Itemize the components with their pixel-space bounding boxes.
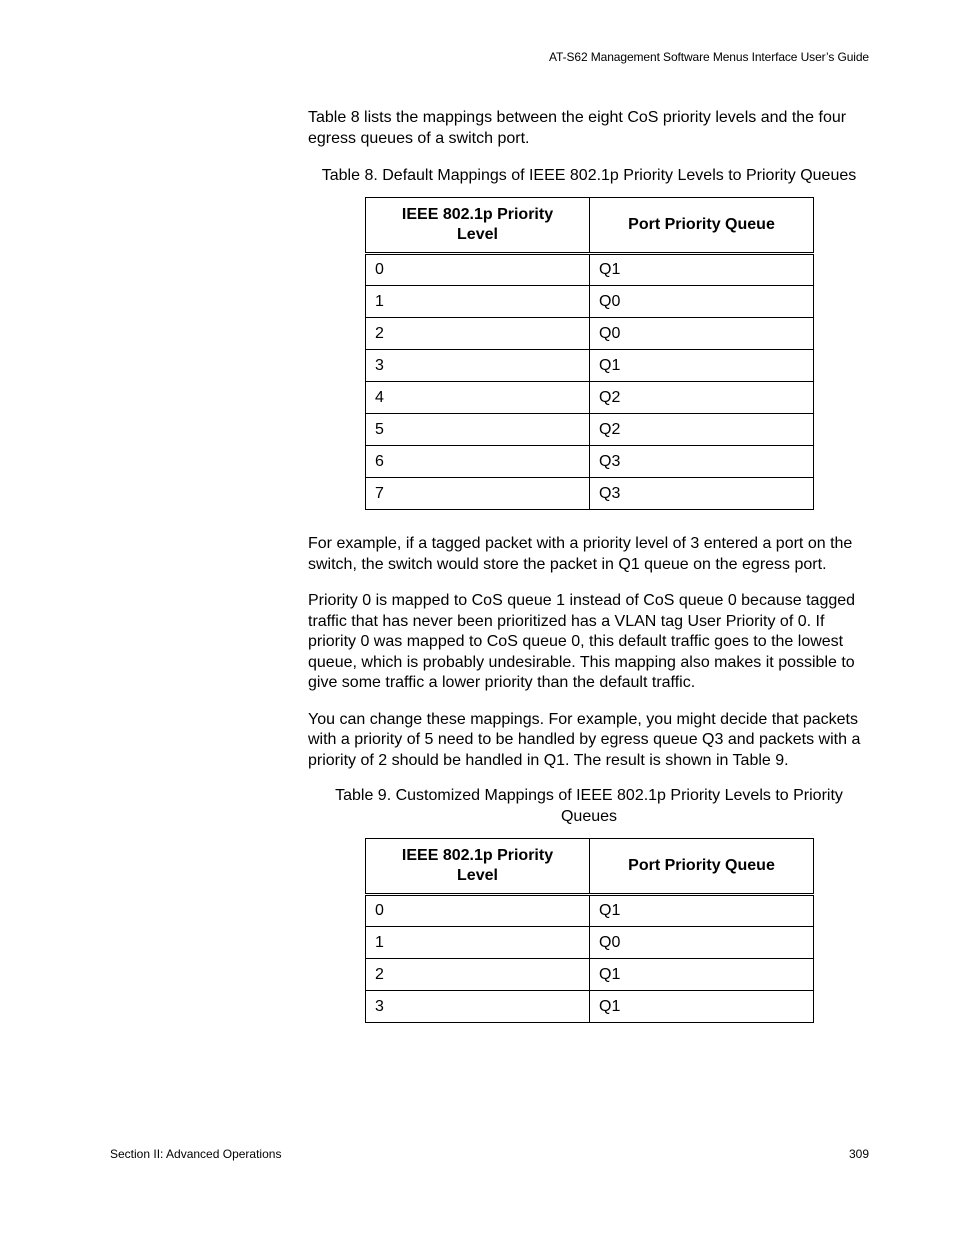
table-row — [366, 446, 814, 478]
priority-level-cell: 0 — [366, 254, 590, 286]
priority-level-cell: 2 — [366, 318, 590, 350]
priority-queue-cell: Q1 — [590, 959, 814, 991]
priority-level-cell: 1 — [366, 286, 590, 318]
priority-queue-cell: Q0 — [590, 318, 814, 350]
table8-header-priority-level: IEEE 802.1p Priority Level — [366, 198, 590, 254]
table-row — [366, 382, 814, 414]
table8-caption: Table 8. Default Mappings of IEEE 802.1p Priority Levels to Priority Queues — [321, 167, 857, 184]
intro-paragraph: Table 8 lists the mappings between the eight CoS priority levels and the four egress queues of a switch port. — [308, 109, 847, 147]
priority-level-cell: 4 — [366, 382, 590, 414]
table-row — [366, 991, 814, 1023]
table9-header-priority-queue: Port Priority Queue — [590, 839, 814, 895]
example-paragraph: For example, if a tagged packet with a priority level of 3 entered a port on the switch, the switch would store the packet in Q1 queue on the egress port. — [308, 535, 853, 573]
table-row — [366, 927, 814, 959]
priority-level-cell: 3 — [366, 991, 590, 1023]
priority-level-cell: 7 — [366, 478, 590, 510]
table-row — [366, 895, 814, 927]
priority-queue-cell: Q1 — [590, 895, 814, 927]
priority-level-cell: 3 — [366, 350, 590, 382]
table8-header-priority-queue: Port Priority Queue — [590, 198, 814, 254]
table-row — [366, 414, 814, 446]
table-row — [366, 318, 814, 350]
priority-queue-cell: Q1 — [590, 350, 814, 382]
table-row — [366, 254, 814, 286]
table-row — [366, 286, 814, 318]
table-row — [366, 959, 814, 991]
priority-queue-cell: Q3 — [590, 446, 814, 478]
priority-queue-cell: Q2 — [590, 382, 814, 414]
change-mappings-paragraph: You can change these mappings. For example, you might decide that packets with a priority of 5 need to be handled by egress queue Q3 and packets with a priority of 2 should be handled in Q1. The result is shown in Table 9. — [308, 710, 861, 769]
table-row — [366, 350, 814, 382]
table9-header-priority-level: IEEE 802.1p Priority Level — [366, 839, 590, 895]
main-content — [308, 108, 870, 1047]
footer-page-number: 309 — [848, 1147, 869, 1161]
priority-zero-paragraph: Priority 0 is mapped to CoS queue 1 instead of CoS queue 0 because tagged traffic that has never been prioritized has a VLAN tag User Priority of 0. If priority 0 was mapped to CoS queue 0, this default traffic goes to the lowest queue, which is probably undesirable. This mapping also makes it possible to give some traffic a lower priority than the default traffic. — [308, 592, 856, 691]
table8-default-mappings — [365, 197, 814, 510]
priority-queue-cell: Q1 — [590, 254, 814, 286]
table-row — [366, 478, 814, 510]
priority-level-cell: 6 — [366, 446, 590, 478]
footer-section-name: Section II: Advanced Operations — [110, 1147, 282, 1161]
priority-queue-cell: Q0 — [590, 286, 814, 318]
priority-queue-cell: Q0 — [590, 927, 814, 959]
priority-queue-cell: Q1 — [590, 991, 814, 1023]
priority-level-cell: 1 — [366, 927, 590, 959]
table9-caption: Table 9. Customized Mappings of IEEE 802.1p Priority Levels to Priority Queues — [335, 787, 843, 825]
priority-queue-cell: Q3 — [590, 478, 814, 510]
priority-level-cell: 2 — [366, 959, 590, 991]
priority-queue-cell: Q2 — [590, 414, 814, 446]
table9-customized-mappings — [365, 838, 814, 1023]
priority-level-cell: 5 — [366, 414, 590, 446]
running-header: AT-S62 Management Software Menus Interface User’s Guide — [549, 50, 869, 64]
priority-level-cell: 0 — [366, 895, 590, 927]
